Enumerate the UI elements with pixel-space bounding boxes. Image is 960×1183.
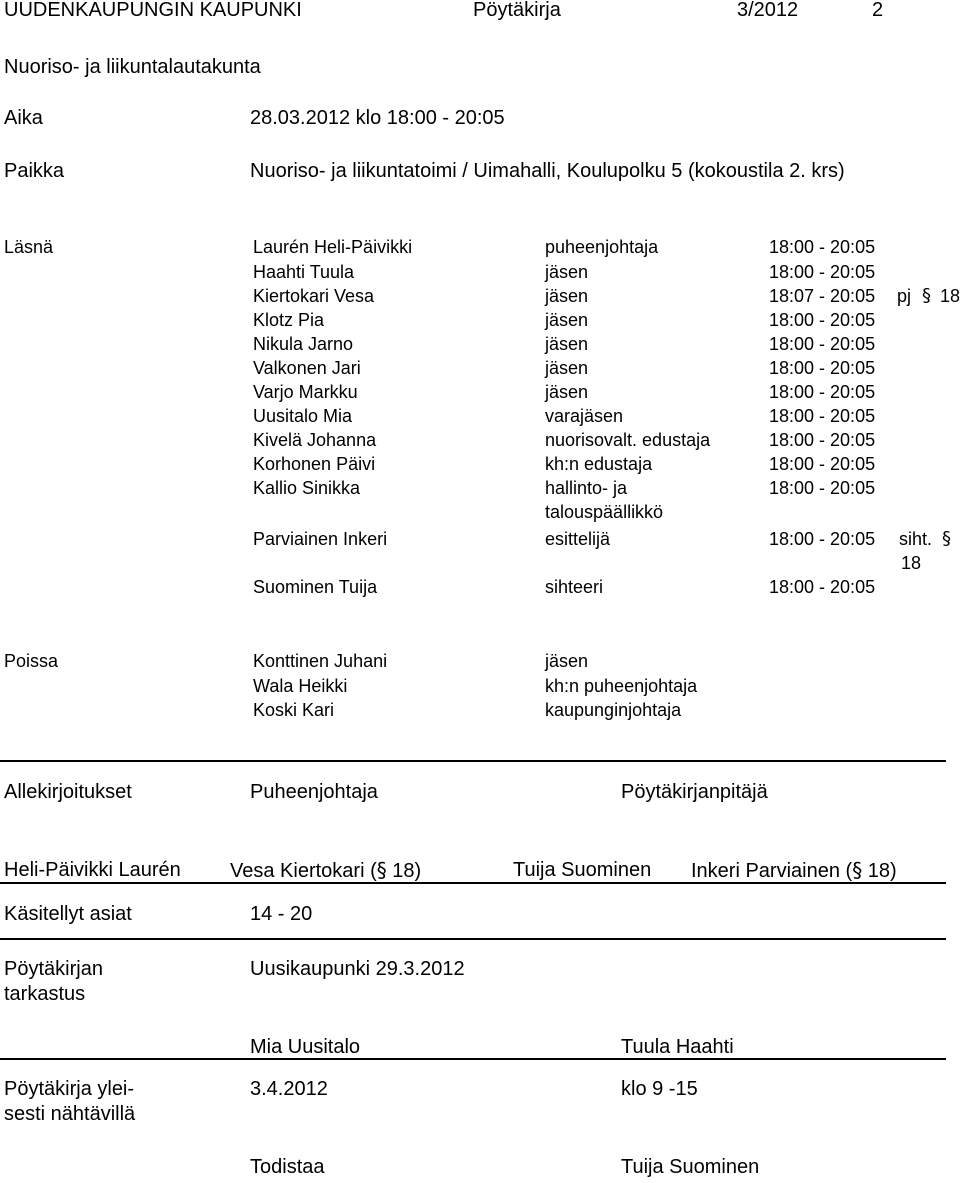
checker-2: Tuula Haahti	[621, 1036, 734, 1058]
attendee-name: Korhonen Päivi	[253, 454, 376, 474]
present-label: Läsnä	[4, 237, 54, 257]
absent-label: Poissa	[4, 651, 59, 671]
city-name: UUDENKAUPUNGIN KAUPUNKI	[4, 0, 302, 21]
attendee-role: jäsen	[545, 334, 589, 354]
review-label-2: tarkastus	[4, 983, 86, 1005]
public-hours: klo 9 -15	[621, 1078, 698, 1100]
board-name: Nuoriso- ja liikuntalautakunta	[4, 56, 261, 78]
attendee-name: Uusitalo Mia	[253, 406, 353, 426]
attendee-time: 18:07 - 20:05	[769, 286, 876, 306]
attendee-name: Klotz Pia	[253, 310, 325, 330]
certify-label: Todistaa	[250, 1156, 325, 1178]
attendee-role: esittelijä	[545, 529, 611, 549]
attendee-role: jäsen	[545, 358, 589, 378]
divider	[0, 938, 946, 940]
attendee-name: Kivelä Johanna	[253, 430, 377, 450]
section-sign-icon: §	[922, 285, 931, 306]
attendee-role: jäsen	[545, 262, 589, 282]
attendee-role: puheenjohtaja	[545, 237, 659, 257]
attendee-time: 18:00 - 20:05	[769, 478, 876, 498]
public-label-1: Pöytäkirja ylei-	[4, 1078, 135, 1100]
attendee-role: jäsen	[545, 286, 589, 306]
attendee-name: Varjo Markku	[253, 382, 358, 402]
attendee-role: kh:n edustaja	[545, 454, 653, 474]
attendee-role: jäsen	[545, 382, 589, 402]
attendee-name: Laurén Heli-Päivikki	[253, 237, 413, 257]
place-value: Nuoriso- ja liikuntatoimi / Uimahalli, Koulupolku 5 (kokoustila 2. krs)	[250, 160, 845, 182]
attendee-role: nuorisovalt. edustaja	[545, 430, 711, 450]
absent-name: Koski Kari	[253, 700, 335, 720]
attendee-time: 18:00 - 20:05	[769, 262, 876, 282]
attendee-name: Nikula Jarno	[253, 334, 354, 354]
attendee-note-ref: 18	[901, 553, 922, 573]
attendee-time: 18:00 - 20:05	[769, 529, 876, 549]
secretary-label: Pöytäkirjanpitäjä	[621, 781, 768, 803]
doc-number: 3/2012	[737, 0, 799, 21]
page-number: 2	[872, 0, 884, 21]
signature-secretary: Tuija Suominen	[513, 859, 652, 881]
attendee-name: Haahti Tuula	[253, 262, 355, 282]
signature-vesa: Vesa Kiertokari (§ 18)	[230, 858, 422, 882]
divider	[0, 1058, 946, 1060]
attendee-time: 18:00 - 20:05	[769, 358, 876, 378]
attendee-note: siht.	[899, 529, 933, 549]
signatures-label: Allekirjoitukset	[4, 781, 132, 803]
attendee-role: jäsen	[545, 310, 589, 330]
absent-name: Konttinen Juhani	[253, 651, 388, 671]
divider	[0, 882, 946, 884]
absent-role: kaupunginjohtaja	[545, 700, 682, 720]
absent-role: kh:n puheenjohtaja	[545, 676, 698, 696]
chair-label: Puheenjohtaja	[250, 781, 378, 803]
signature-inkeri: Inkeri Parviainen (§ 18)	[691, 858, 897, 882]
attendee-time: 18:00 - 20:05	[769, 334, 876, 354]
section-sign-icon: §	[852, 858, 863, 882]
signature-chair: Heli-Päivikki Laurén	[4, 859, 181, 881]
review-place-date: Uusikaupunki 29.3.2012	[250, 958, 465, 980]
attendee-name: Kallio Sinikka	[253, 478, 361, 498]
attendee-time: 18:00 - 20:05	[769, 237, 876, 257]
attendee-role-line2: talouspäällikkö	[545, 502, 664, 522]
review-label-1: Pöytäkirjan	[4, 958, 103, 980]
section-sign-icon: §	[376, 858, 387, 882]
divider	[0, 760, 946, 762]
attendee-time: 18:00 - 20:05	[769, 310, 876, 330]
attendee-time: 18:00 - 20:05	[769, 406, 876, 426]
public-label-2: sesti nähtävillä	[4, 1103, 136, 1125]
public-date: 3.4.2012	[250, 1078, 328, 1100]
attendee-name: Valkonen Jari	[253, 358, 361, 378]
attendee-time: 18:00 - 20:05	[769, 454, 876, 474]
attendee-name: Suominen Tuija	[253, 577, 378, 597]
attendee-role: sihteeri	[545, 577, 604, 597]
handled-label: Käsitellyt asiat	[4, 903, 132, 925]
attendee-time: 18:00 - 20:05	[769, 430, 876, 450]
attendee-note-ref: 18	[940, 286, 960, 306]
attendee-role: varajäsen	[545, 406, 624, 426]
time-label: Aika	[4, 107, 43, 129]
certifier-name: Tuija Suominen	[621, 1156, 760, 1178]
checker-1: Mia Uusitalo	[250, 1036, 361, 1058]
time-value: 28.03.2012 klo 18:00 - 20:05	[250, 107, 505, 129]
attendee-name: Kiertokari Vesa	[253, 286, 375, 306]
absent-role: jäsen	[545, 651, 589, 671]
attendee-time: 18:00 - 20:05	[769, 577, 876, 597]
attendee-time: 18:00 - 20:05	[769, 382, 876, 402]
place-label: Paikka	[4, 160, 65, 182]
attendee-note: pj	[897, 286, 912, 306]
doc-type: Pöytäkirja	[473, 0, 561, 21]
absent-name: Wala Heikki	[253, 676, 348, 696]
handled-value: 14 - 20	[250, 903, 313, 925]
section-sign-icon: §	[942, 528, 951, 549]
attendee-role: hallinto- ja	[545, 478, 628, 498]
attendee-name: Parviainen Inkeri	[253, 529, 388, 549]
